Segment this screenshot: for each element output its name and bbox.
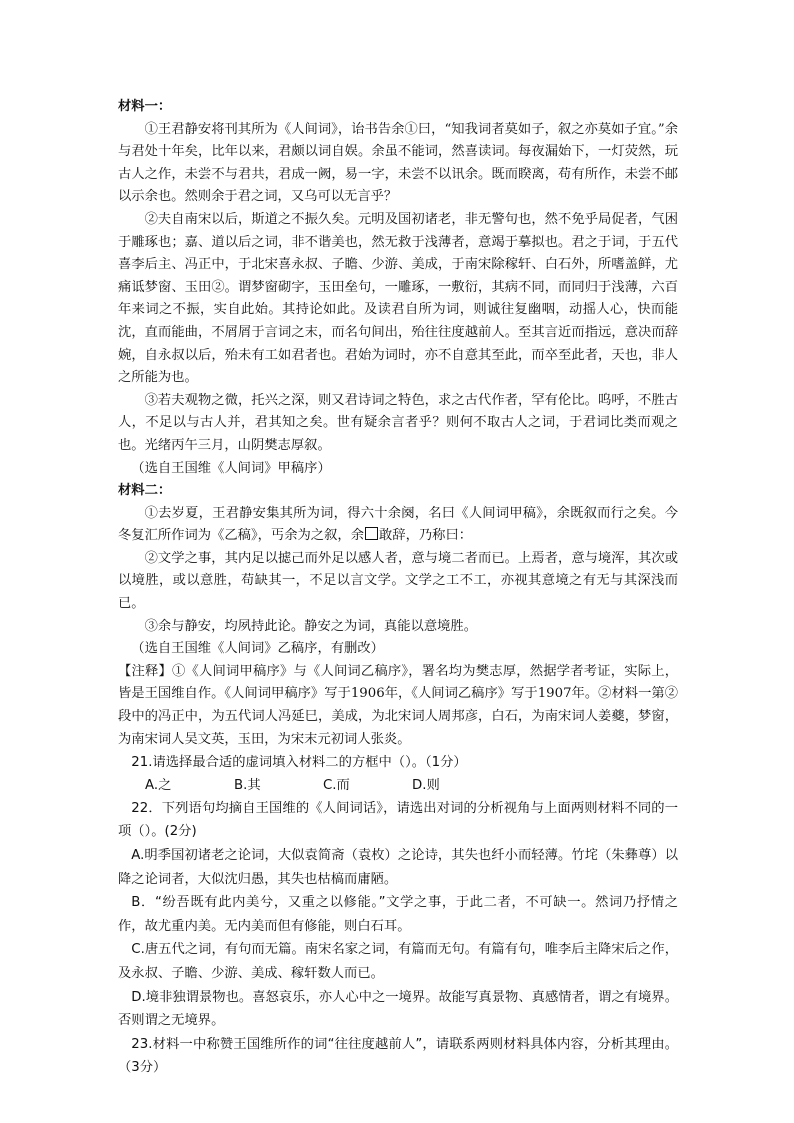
answer-blank-box xyxy=(365,527,378,540)
material1-para3: ③若夫观物之微，托兴之深，则又君诗词之特色，求之古代作者，罕有伦比。呜呼，不胜古人，不足以与古人并，君其知之矣。世有疑余言者乎？则何不取古人之词，于君词比类而观之也。光绪丙午三月，山阴樊志厚叙。 xyxy=(118,392,678,453)
material1-para2: ②夫自南宋以后，斯道之不振久矣。元明及国初诸老，非无警句也，然不免乎局促者，气困于雕琢也；嘉、道以后之词，非不谐美也，然无救于浅薄者，意竭于摹拟也。君之于词，于五代喜李后主、冯正中，于北宋喜永叔、子瞻、少游、美成，于南宋除稼轩、白石外，所嗜盖鲜，尤痛诋梦窗、玉田②。谓梦窗砌字，玉田垒句，一雕琢，一敷衍，其病不同，而同归于浅薄，六百年来词之不振，实自此始。其持论如此。及读君自所为词，则诚往复幽咽，动摇人心，快而能沈，直而能曲，不屑屑于言词之末，而名句间出，殆往往度越前人。至其言近而指远，意决而辞婉，自永叔以后，殆未有工如君者也。君始为词时，亦不自意其至此，而卒至此者，天也，非人之所能为也。 xyxy=(118,211,678,386)
material2-para1-pre: ①去岁夏，王君静安集其所为词，得六十余阕，名曰《人间词甲稿》，余既叙而行之矣。今冬复汇所作词为《乙稿》，丐余为之叙，余 xyxy=(118,505,678,544)
question-23-stem: 23.材料一中称赞王国维所作的词“往往度越前人”，请联系两则材料具体内容，分析其理由。（3分） xyxy=(118,1036,678,1076)
question-22-option-b: B．“纷吾既有此内美兮，又重之以修能。”文学之事，于此二者，不可缺一。然词乃抒情之作，故尤重内美。无内美而但有修能，则白石耳。 xyxy=(118,895,678,934)
material2-para1 xyxy=(118,503,678,548)
material2-para3: ③余与静安，均夙持此论。静安之为词，真能以意境胜。 xyxy=(144,618,478,634)
material1-source: （选自王国维《人间词》甲稿序） xyxy=(131,460,331,476)
question-21-option-a: A.之 xyxy=(145,777,172,793)
material1-heading: 材料一： xyxy=(118,99,172,114)
material2-source: （选自王国维《人间词》乙稿序，有删改） xyxy=(131,641,384,657)
material1-para1: ①王君静安将刊其所为《人间词》，诒书告余①曰，“知我词者莫如子，叙之亦莫如子宜。”余与君处十年矣，比年以来，君颇以词自娱。余虽不能词，然喜读词。每夜漏始下，一灯荧然，玩古人之作，未尝不与君共，君成一阙，易一字，未尝不以讯余。既而睽离，苟有所作，未尝不邮以示余也。然则余于君之词，又乌可以无言乎？ xyxy=(118,121,678,205)
question-21-option-d: D.则 xyxy=(412,777,440,793)
question-22-option-a: A.明季国初诸老之论词，大似袁简斋（袁枚）之论诗，其失也纤小而轻薄。竹垞（朱彝尊）以降之论词者，大似沈归愚，其失也枯槁而庸陋。 xyxy=(118,848,678,887)
question-22-option-c: C.唐五代之词，有句而无篇。南宋名家之词，有篇而无句。有篇有句，唯李后主降宋后之作，及永叔、子瞻、少游、美成、稼轩数人而已。 xyxy=(118,942,678,981)
question-21-stem: 21.请选择最合适的虚词填入材料二的方框中（）。（1分） xyxy=(131,755,467,771)
question-22-option-d: D.境非独谓景物也。喜怒哀乐，亦人心中之一境界。故能写真景物、真感情者，谓之有境界。否则谓之无境界。 xyxy=(118,989,678,1029)
question-21-options xyxy=(118,775,678,797)
annotation-note: 【注释】①《人间词甲稿序》与《人间词乙稿序》，署名均为樊志厚，然据学者考证，实际上，皆是王国维自作。《人间词甲稿序》写于1906年，《人间词乙稿序》写于1907年。②材料一第②段中的冯正中，为五代词人冯延巳，美成，为北宋词人周邦彦，白石，为南宋词人姜夔，梦窗，为南宋词人吴文英，玉田，为宋末元初词人张炎。 xyxy=(118,663,678,747)
question-21-option-c: C.而 xyxy=(323,777,350,793)
material2-heading: 材料二： xyxy=(118,483,172,499)
material2-para1-post: 敢辞，乃称曰： xyxy=(379,528,473,544)
question-21-option-b: B.其 xyxy=(234,777,261,793)
question-22-stem: 22．下列语句均摘自王国维的《人间词话》，请选出对词的分析视角与上面两则材料不同的一项（）。(2分) xyxy=(118,800,678,840)
material2-para2: ②文学之事，其内足以摅己而外足以感人者，意与境二者而已。上焉者，意与境浑，其次或以境胜，或以意胜，苟缺其一，不足以言文学。文学之工不工，亦视其意境之有无与其深浅而已。 xyxy=(118,550,678,612)
document-page xyxy=(118,96,678,1080)
